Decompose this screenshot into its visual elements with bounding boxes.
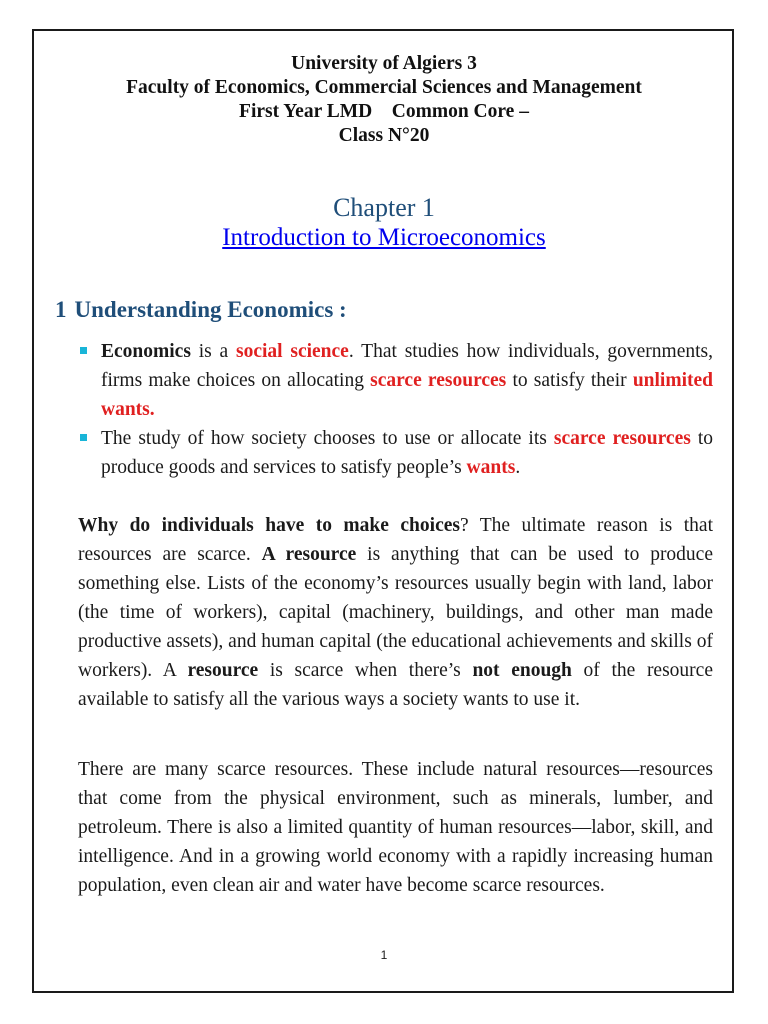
class-number: Class N°20 xyxy=(338,125,430,146)
term-unlimited-wants: unlimited wants. xyxy=(101,370,713,420)
term-scarce-resources: scarce resources xyxy=(370,370,507,391)
text: . That studies how individuals, governments, firms make choices on allocating xyxy=(101,341,713,391)
page-number: 1 xyxy=(380,948,388,962)
bullet-item-economics xyxy=(78,337,713,424)
text: . xyxy=(515,457,521,478)
question-phrase: Why do individuals have to make choices xyxy=(78,515,460,536)
text: is scarce when there’s xyxy=(258,660,473,681)
bullet-item-study xyxy=(78,424,713,482)
term-wants: wants xyxy=(466,457,516,478)
text: The study of how society chooses to use or allocate its xyxy=(101,428,554,449)
bullet-list xyxy=(78,337,713,482)
section-title: Understanding Economics : xyxy=(74,297,347,322)
square-bullet-icon xyxy=(80,434,87,441)
term-social-science: social science xyxy=(235,341,349,362)
text: of the resource available to satisfy all the various ways a society wants to use it. xyxy=(78,660,713,710)
paragraph-choices xyxy=(78,511,713,714)
section-heading xyxy=(55,296,347,324)
chapter-title-link[interactable]: Introduction to Microeconomics xyxy=(222,224,546,251)
term-economics: Economics xyxy=(101,341,191,362)
section-number: 1 xyxy=(55,297,67,322)
faculty-name: Faculty of Economics, Commercial Sciences and Management xyxy=(126,77,642,98)
text: ? The ultimate reason is that resources are scarce. xyxy=(78,515,713,565)
year-line: First Year LMD Common Core – xyxy=(239,101,529,122)
text: is a xyxy=(190,341,236,362)
university-name: University of Algiers 3 xyxy=(291,53,477,74)
text: is anything that can be used to produce something else. Lists of the economy’s resources usually begin with land, labor (the time of workers), capital (machinery, buildings, and other man made productive assets), and human capital (the educational achievements and skills of workers). A xyxy=(78,544,713,681)
text: to satisfy their xyxy=(506,370,633,391)
square-bullet-icon xyxy=(80,347,87,354)
chapter-title[interactable] xyxy=(0,223,768,253)
term-resource: resource xyxy=(187,660,259,681)
text: to produce goods and services to satisfy people’s xyxy=(101,428,713,478)
term-a-resource: A resource xyxy=(261,544,357,565)
term-scarce-resources: scarce resources xyxy=(553,428,691,449)
paragraph-scarce-resources: There are many scarce resources. These include natural resources—resources that come from the physical environment, such as minerals, lumber, and petroleum. There is also a limited quantity of human resources—labor, skill, and intelligence. And in a growing world economy with a rapidly increasing human population, even clean air and water have become scarce resources. xyxy=(78,759,713,896)
document-header xyxy=(0,52,768,148)
chapter-label: Chapter 1 xyxy=(333,193,435,222)
term-not-enough: not enough xyxy=(472,660,572,681)
